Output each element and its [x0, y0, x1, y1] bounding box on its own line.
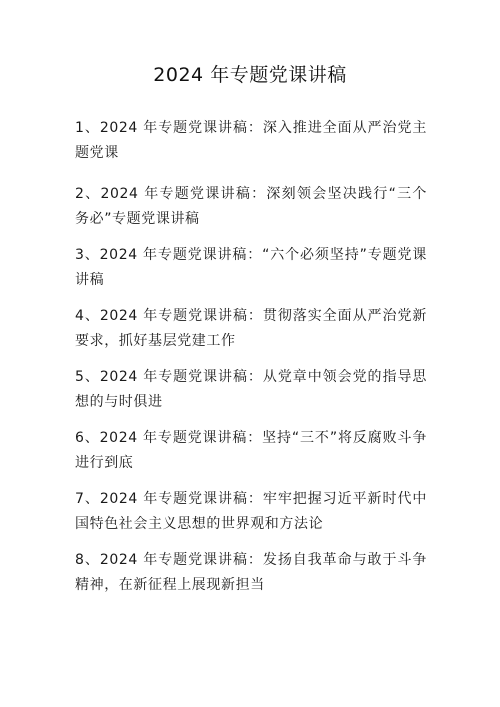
- toc-item-2: [75, 182, 427, 232]
- toc-item-text: 3、2024 年专题党课讲稿：“六个必须坚持”专题党课讲稿: [75, 247, 427, 288]
- toc-item-3: [75, 243, 427, 293]
- toc-item-text: 4、2024 年专题党课讲稿：贯彻落实全面从严治党新要求，抓好基层党建工作: [75, 308, 427, 349]
- toc-item-1: [75, 116, 427, 166]
- toc-item-text: 5、2024 年专题党课讲稿：从党章中领会党的指导思想的与时俱进: [75, 369, 427, 410]
- toc-item-text: 2、2024 年专题党课讲稿：深刻领会坚决践行“三个务必”专题党课讲稿: [75, 186, 427, 227]
- toc-item-text: 7、2024 年专题党课讲稿：牢牢把握习近平新时代中国特色社会主义思想的世界观和方法论: [75, 491, 427, 532]
- table-of-contents: [75, 116, 427, 609]
- toc-item-5: [75, 365, 427, 415]
- toc-item-8: [75, 548, 427, 598]
- toc-item-6: [75, 426, 427, 476]
- toc-item-text: 6、2024 年专题党课讲稿：坚持“三不”将反腐败斗争进行到底: [75, 430, 427, 471]
- toc-item-4: [75, 304, 427, 354]
- document-title: 2024 年专题党课讲稿: [153, 64, 347, 86]
- toc-item-text: 1、2024 年专题党课讲稿：深入推进全面从严治党主题党课: [75, 120, 427, 161]
- toc-item-7: [75, 487, 427, 537]
- toc-item-text: 8、2024 年专题党课讲稿：发扬自我革命与敢于斗争精神，在新征程上展现新担当: [75, 552, 427, 593]
